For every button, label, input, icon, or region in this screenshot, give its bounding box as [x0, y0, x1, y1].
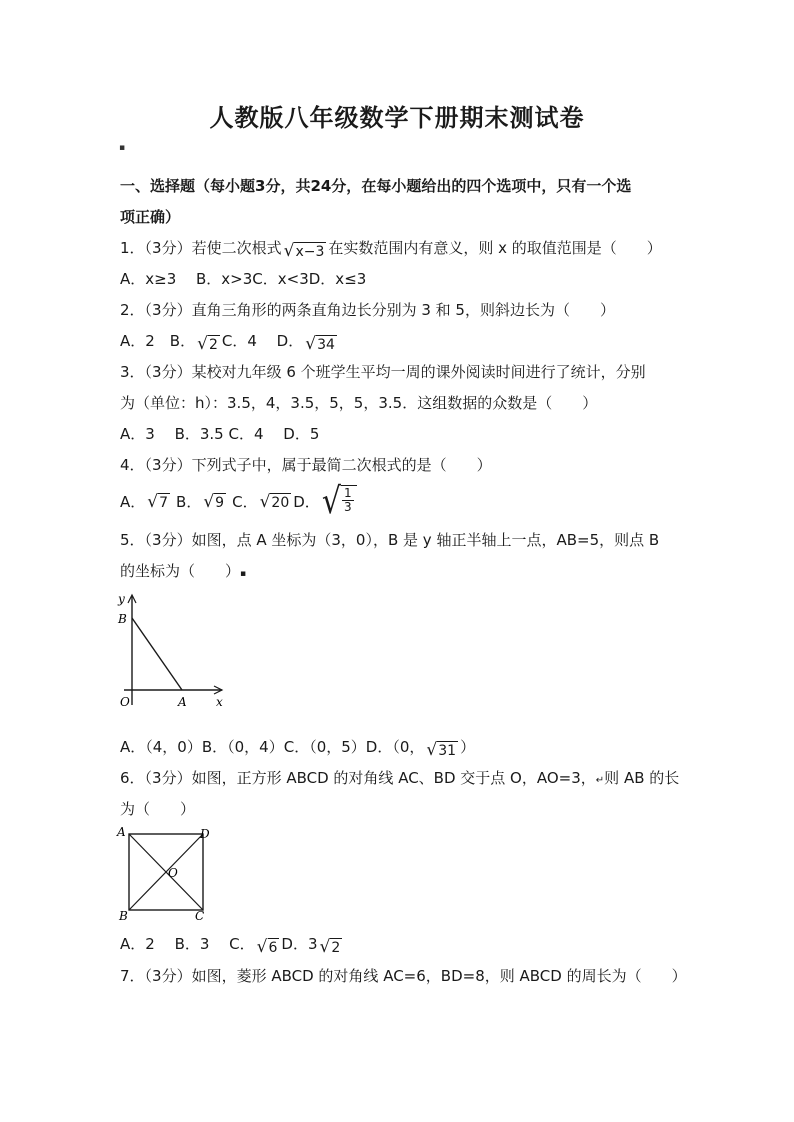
q4-radical-a: √ 7 [147, 492, 169, 512]
q5-options: A．（4，0）B．（0，4）C．（0，5）D．（0， √ 31 ） [120, 738, 476, 760]
section-heading-line2: 项正确） [120, 208, 181, 226]
label-y: y [118, 592, 125, 606]
q1-options: A．x≥3 B．x>3C．x<3D．x≤3 [120, 270, 367, 288]
q1-pre: 1．（3分）若使二次根式 [120, 239, 282, 257]
segment-ab [132, 618, 182, 690]
label-o: O [168, 866, 178, 880]
question-3-line1: 3．（3分）某校对九年级 6 个班学生平均一周的课外阅读时间进行了统计，分别 [120, 363, 646, 381]
question-6-line1: 6．（3分）如图，正方形 ABCD 的对角线 AC、BD 交于点 O，AO=3，↵则 AB 的长 [120, 769, 680, 787]
q5-coordinate-figure [110, 590, 230, 715]
question-2: 2．（3分）直角三角形的两条直角边长分别为 3 和 5，则斜边长为（ ） [120, 301, 615, 319]
question-3-line2: 为（单位：h）：3.5，4，3.5，5，5，3.5．这组数据的众数是（ ） [120, 394, 598, 412]
label-o: O [120, 695, 130, 709]
label-b: B [118, 612, 127, 626]
q4-options: A． √ 7 B． √ 9 C． √ 20 D． √ $\frac{1}{3}$ [120, 484, 357, 520]
question-5-line2: 的坐标为（ ）▪ [120, 562, 247, 580]
paragraph-mark: ▪ [119, 143, 126, 153]
label-x: x [216, 695, 223, 709]
q5-radical-d: √ 31 [426, 740, 457, 760]
q2-radical-b: √ 2 [197, 334, 218, 354]
q4-radical-b: √ 9 [203, 492, 225, 512]
q2-opt-a: A．2 B． [120, 332, 196, 350]
q2-options [120, 331, 339, 354]
q4-radical-fraction: √ $\frac{1}{3}$ [322, 485, 357, 519]
q3-options: A．3 B．3.5 C．4 D．5 [120, 425, 320, 443]
label-a: A [178, 695, 187, 709]
page-title: 人教版八年级数学下册期末测试卷 [209, 104, 585, 132]
q1-radical: √ x−3 [283, 241, 325, 261]
q6-square-figure [113, 824, 213, 924]
question-1 [120, 238, 662, 261]
question-6-line2: 为（ ） [120, 800, 196, 818]
q4-radical-c: √ 20 [259, 492, 290, 512]
q2-opt-c: C．4 D． [221, 332, 304, 350]
q6-radical-d: √ 2 [319, 937, 341, 957]
label-b: B [119, 909, 128, 923]
q1-post: 在实数范围内有意义，则 x 的取值范围是（ ） [328, 239, 662, 257]
label-a: A [117, 825, 126, 839]
section-heading-line1: 一、选择题（每小题3分，共24分，在每小题给出的四个选项中，只有一个选 [120, 177, 632, 195]
question-4: 4．（3分）下列式子中，属于最简二次根式的是（ ） [120, 456, 492, 474]
question-7: 7．（3分）如图，菱形 ABCD 的对角线 AC=6，BD=8，则 ABCD 的周长为（ ） [120, 967, 687, 985]
question-5-line1: 5．（3分）如图，点 A 坐标为（3，0），B 是 y 轴正半轴上一点，AB=5，则点 B [120, 531, 660, 549]
label-c: C [195, 909, 205, 923]
q6-options: A．2 B．3 C． √ 6 D．3 √ 2 [120, 935, 341, 957]
label-d: D [200, 827, 210, 841]
q6-radical-c: √ 6 [256, 937, 278, 957]
q2-radical-d: √ 34 [305, 334, 335, 354]
